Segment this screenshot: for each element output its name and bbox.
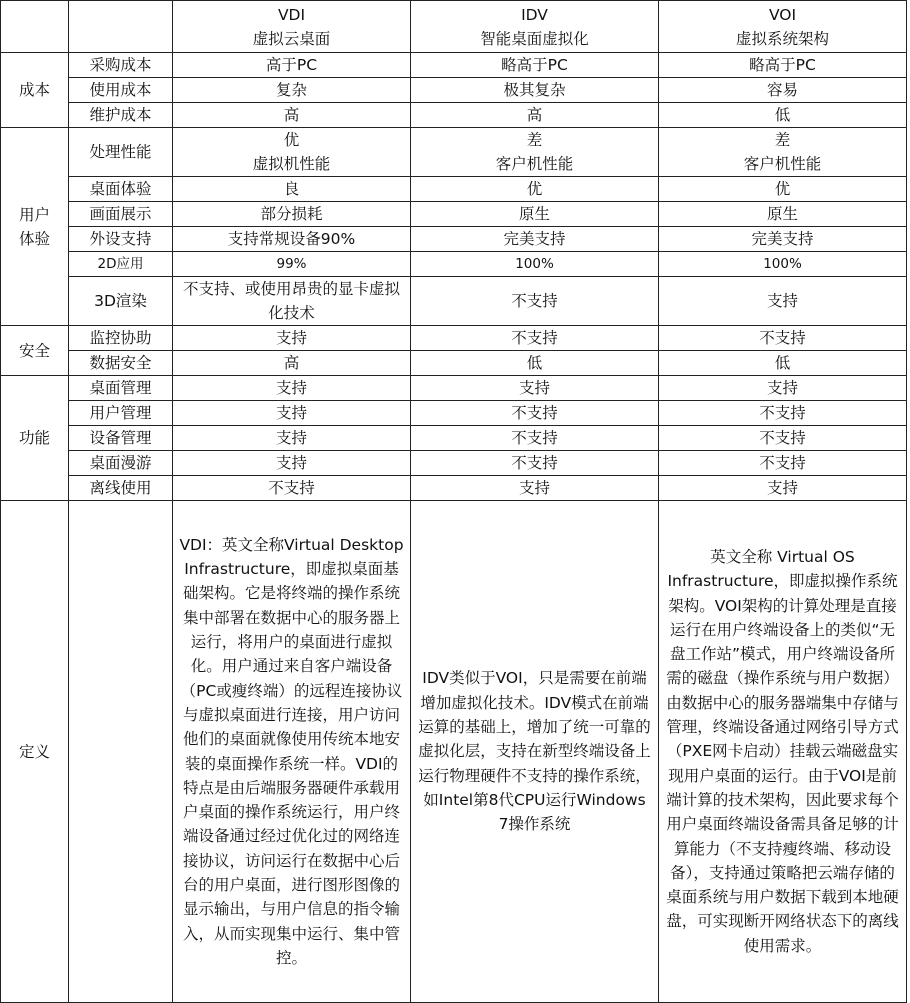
cell-idv: 极其复杂 — [411, 78, 659, 103]
cell-vdi: 支持 — [173, 426, 411, 451]
definition-idv: IDV类似于VOI，只是需要在前端增加虚拟化技术。IDV模式在前端运算的基础上，增加了统一可靠的虚拟化层，支持在新型终端设备上运行物理硬件不支持的操作系统，如Intel第8代CPU运行Windows 7操作系统 — [411, 501, 659, 1003]
cell-vdi: 99% — [173, 252, 411, 277]
cell-vdi — [173, 128, 411, 177]
corner-cell — [1, 1, 69, 53]
header-voi — [659, 1, 907, 53]
cell-voi: 支持 — [659, 376, 907, 401]
row-label: 桌面漫游 — [69, 451, 173, 476]
row-label: 桌面管理 — [69, 376, 173, 401]
table-row — [1, 103, 907, 128]
row-label: 采购成本 — [69, 53, 173, 78]
definition-vdi: VDI：英文全称Virtual Desktop Infrastructure，即虚拟桌面基础架构。它是将终端的操作系统集中部署在数据中心的服务器上运行，将用户的桌面进行虚拟化。用户通过来自客户端设备（PC或瘦终端）的远程连接协议与虚拟桌面进行连接，用户访问他们的桌面就像使用传统本地安装的桌面操作系统一样。VDI的特点是由后端服务器硬件承载用户桌面的操作系统运行，用户终端设备通过经过优化过的网络连接协议，访问运行在数据中心后台的用户桌面，进行图形图像的显示输出，与用户信息的指令输入，从而实现集中运行、集中管控。 — [173, 501, 411, 1003]
cell-vdi: 不支持 — [173, 476, 411, 501]
cell-voi: 完美支持 — [659, 227, 907, 252]
cell-voi: 不支持 — [659, 426, 907, 451]
cell-idv: 支持 — [411, 476, 659, 501]
cell-idv: 原生 — [411, 202, 659, 227]
table-row — [1, 252, 907, 277]
row-label: 离线使用 — [69, 476, 173, 501]
cell-voi: 低 — [659, 351, 907, 376]
cell-line: 客户机性能 — [495, 155, 574, 173]
cell-voi: 优 — [659, 177, 907, 202]
empty-cell — [69, 501, 173, 1003]
cell-voi: 100% — [659, 252, 907, 277]
cell-idv: 不支持 — [411, 451, 659, 476]
cell-idv: 优 — [411, 177, 659, 202]
cell-voi — [659, 128, 907, 177]
col-name: VDI — [277, 5, 306, 24]
cell-idv: 不支持 — [411, 426, 659, 451]
cell-vdi: 良 — [173, 177, 411, 202]
table-row — [1, 351, 907, 376]
cell-voi: 支持 — [659, 277, 907, 326]
group-ux: 用户体验 — [1, 128, 69, 326]
cell-voi: 不支持 — [659, 401, 907, 426]
group-security: 安全 — [1, 326, 69, 376]
row-label: 2D应用 — [69, 252, 173, 277]
cell-idv — [411, 128, 659, 177]
col-subtitle: 虚拟云桌面 — [252, 29, 331, 48]
cell-vdi: 支持 — [173, 376, 411, 401]
row-label: 画面展示 — [69, 202, 173, 227]
definition-row — [1, 501, 907, 1003]
row-label: 设备管理 — [69, 426, 173, 451]
cell-vdi: 复杂 — [173, 78, 411, 103]
col-subtitle: 智能桌面虚拟化 — [480, 29, 589, 48]
table-row — [1, 53, 907, 78]
cell-idv: 高 — [411, 103, 659, 128]
table-row — [1, 326, 907, 351]
col-name: VOI — [768, 5, 797, 24]
row-label: 使用成本 — [69, 78, 173, 103]
cell-idv: 不支持 — [411, 277, 659, 326]
cell-voi: 略高于PC — [659, 53, 907, 78]
cell-idv: 不支持 — [411, 326, 659, 351]
cell-idv: 低 — [411, 351, 659, 376]
row-label: 3D渲染 — [69, 277, 173, 326]
cell-voi: 容易 — [659, 78, 907, 103]
row-label: 监控协助 — [69, 326, 173, 351]
cell-vdi: 部分损耗 — [173, 202, 411, 227]
cell-vdi: 支持 — [173, 401, 411, 426]
col-subtitle: 虚拟系统架构 — [735, 29, 829, 48]
table-row — [1, 227, 907, 252]
row-label: 处理性能 — [69, 128, 173, 177]
cell-vdi: 高于PC — [173, 53, 411, 78]
cell-line: 客户机性能 — [743, 155, 822, 173]
table-row — [1, 401, 907, 426]
cell-idv: 完美支持 — [411, 227, 659, 252]
cell-vdi: 支持 — [173, 451, 411, 476]
cell-line: 虚拟机性能 — [252, 155, 331, 173]
table-row — [1, 78, 907, 103]
row-label: 维护成本 — [69, 103, 173, 128]
table-row — [1, 451, 907, 476]
cell-idv: 支持 — [411, 376, 659, 401]
header-row — [1, 1, 907, 53]
group-function: 功能 — [1, 376, 69, 501]
header-idv — [411, 1, 659, 53]
header-vdi — [173, 1, 411, 53]
cell-line: 差 — [526, 131, 543, 149]
cell-line: 优 — [283, 131, 300, 149]
cell-voi: 原生 — [659, 202, 907, 227]
definition-voi: 英文全称 Virtual OS Infrastructure，即虚拟操作系统架构。VOI架构的计算处理是直接运行在用户终端设备上的类似“无盘工作站”模式，用户终端设备所需的磁盘（操作系统与用户数据）由数据中心的服务器端集中存储与管理，终端设备通过网络引导方式（PXE网卡启动）挂载云端磁盘实现用户桌面的运行。由于VOI是前端计算的技术架构，因此要求每个用户桌面终端设备需具备足够的计算能力（不支持瘦终端、移动设备），支持通过策略把云端存储的桌面系统与用户数据下载到本地硬盘，可实现断开网络状态下的离线使用需求。 — [659, 501, 907, 1003]
cell-vdi: 高 — [173, 351, 411, 376]
cell-line: 差 — [774, 131, 791, 149]
cell-vdi: 不支持、或使用昂贵的显卡虚拟化技术 — [173, 277, 411, 326]
table-row — [1, 277, 907, 326]
cell-voi: 支持 — [659, 476, 907, 501]
table-row — [1, 177, 907, 202]
cell-voi: 不支持 — [659, 451, 907, 476]
cell-vdi: 支持 — [173, 326, 411, 351]
cell-idv: 100% — [411, 252, 659, 277]
table-row — [1, 202, 907, 227]
cell-vdi: 高 — [173, 103, 411, 128]
cell-voi: 低 — [659, 103, 907, 128]
cell-idv: 略高于PC — [411, 53, 659, 78]
table-row — [1, 476, 907, 501]
table-row — [1, 128, 907, 177]
col-name: IDV — [521, 5, 548, 24]
table-row — [1, 426, 907, 451]
group-definition: 定义 — [1, 501, 69, 1003]
cell-idv: 不支持 — [411, 401, 659, 426]
corner-cell-2 — [69, 1, 173, 53]
row-label: 桌面体验 — [69, 177, 173, 202]
cell-voi: 不支持 — [659, 326, 907, 351]
row-label: 外设支持 — [69, 227, 173, 252]
row-label: 用户管理 — [69, 401, 173, 426]
table-row — [1, 376, 907, 401]
cell-vdi: 支持常规设备90% — [173, 227, 411, 252]
row-label: 数据安全 — [69, 351, 173, 376]
group-cost: 成本 — [1, 53, 69, 128]
